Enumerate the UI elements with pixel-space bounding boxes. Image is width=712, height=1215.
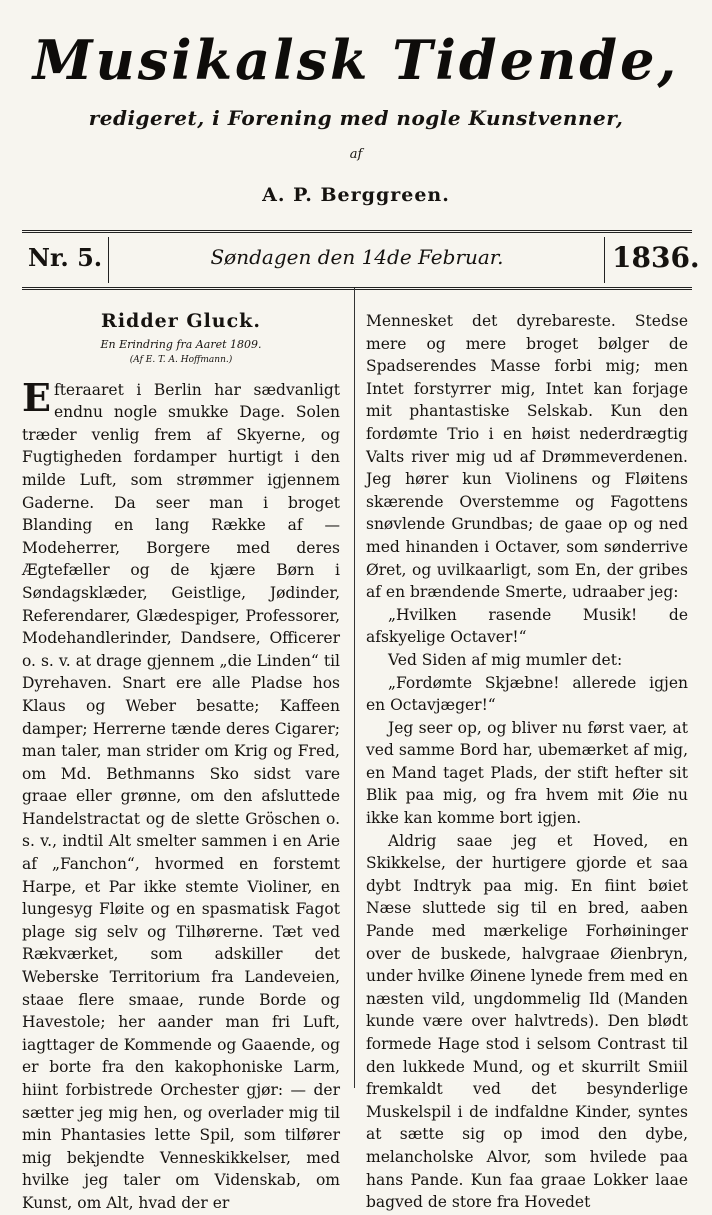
right-column <box>366 310 688 1214</box>
narration-line: Ved Siden af mig mumler det: <box>388 650 623 669</box>
article-author: (Af E. T. A. Hoffmann.) <box>129 354 233 365</box>
divider <box>108 237 109 283</box>
article-subtitle: En Erindring fra Aaret 1809. <box>100 337 262 351</box>
article-paragraph <box>22 374 340 1215</box>
divider <box>604 237 605 283</box>
paragraph-text: fteraaret i Berlin har sædvanligt endnu nogle smukke Dage. Solen træder venlig frem af Skyerne, og Fugtigheden fordamper hurtigt i den milde Luft, som strømmer igjennem Gaderne. Da seer man i broget Blanding en lang Række af — Modeherrer, Borgere med deres Ægtefæller og de kjære Børn i Søndagsklæder, Geistlige, Jødinder, Referendarer, Glædespiger, Professorer, Modehandlerinder, Dandsere, Officerer o. s. v. at drage gjennem „die Linden“ til Dyrehaven. Snart ere alle Pladse hos Klaus og Weber besatte; Kaffeen damper; Herrerne tænde deres Cigarer; man taler, man strider om Krig og Fred, om Md. Bethmanns Sko sidst vare graae eller grønne, om den afsluttede Handelstractat og de slette Gröschen o. s. v., indtil Alt smelter sammen i en Arie af „Fanchon“, hvormed en forstemt Harpe, et Par ikke stemte Violiner, en lungesyg Fløite og en spasmatisk Fagot plage sig selv og Tilhørerne. Tæt ved Rækværket, som adskiller det Weberske Territorium fra Landeveien, staae flere smaae, runde Borde og Havestole; her aander man fri Luft, iagttager de Kommende og Gaaende, og er borte fra den kakophoniske Larm, hiint forbistrede Orchester gjør: — der sætter jeg mig hen, og overlader mig til min Phantasies lette Spil, som tilfører mig bekjendte Venneskikkelser, med hvilke jeg taler om Videnskab, om Kunst, om Alt, hvad der er <box>22 380 340 1212</box>
byline-af: af <box>349 147 363 162</box>
quote-line: „Fordømte Skjæbne! allerede igjen en Octavjæger!“ <box>366 673 688 715</box>
article-paragraph: Mennesket det dyrebareste. Stedse mere og mere broget bølger de Spadserendes Masse forbi mig; men Intet forstyrrer mig, Intet kan forjage mit phantastiske Selskab. Kun den fordømte Trio i en høist nederdrægtig Valts river mig ud af Drømmeverdenen. Jeg hører kun Violinens og Fløitens skærende Overstemme og Fagottens snøvlende Grundbas; de gaae op og ned med hinanden i Octaver, som sønderrive Øret, og uvilkaarligt, som En, der gribes af en brændende Smerte, udraaber jeg: <box>366 312 688 602</box>
column-divider <box>354 288 355 1088</box>
newspaper-subtitle: redigeret, i Forening med nogle Kunstvenner, <box>88 106 624 130</box>
article-paragraph: Jeg seer op, og bliver nu først vaer, at ved samme Bord har, ubemærket af mig, en Mand taget Plads, der stift hefter sit Blik paa mig, og fra hvem mit Øie nu ikke kan komme bort igjen. <box>366 718 688 828</box>
editor-name: A. P. Berggreen. <box>262 184 450 206</box>
drop-cap: E <box>22 374 51 420</box>
article-title: Ridder Gluck. <box>101 310 261 332</box>
quote-line: „Hvilken rasende Musik! de afskyelige Octaver!“ <box>366 605 688 647</box>
issue-year: 1836. <box>612 241 700 274</box>
issue-date: Søndagen den 14de Februar. <box>210 245 504 269</box>
newspaper-title: Musikalsk Tidende, <box>32 28 680 92</box>
left-column <box>22 310 340 1215</box>
issue-info-bar <box>22 230 700 290</box>
issue-number: Nr. 5. <box>28 243 103 272</box>
article-paragraph: Aldrig saae jeg et Hoved, en Skikkelse, der hurtigere gjorde et saa dybt Indtryk paa mig. En fiint bøiet Næse sluttede sig til en bred, aaben Pande med mærkelige Forhøininger over de buskede, halvgraae Øienbryn, under hvilke Øinene lynede frem med en næsten vild, ungdommelig Ild (Manden kunde være over halvtreds). Den blødt formede Hage stod i selsom Contrast til den lukkede Mund, og et skurrilt Smiil fremkaldt ved det besynderlige Muskelspil i de indfaldne Kinder, syntes at sætte sig op imod den dybe, melancholske Alvor, som hvilede paa hans Pande. Kun faa graae Lokker laae bagved de store fra Hovedet <box>366 831 688 1212</box>
